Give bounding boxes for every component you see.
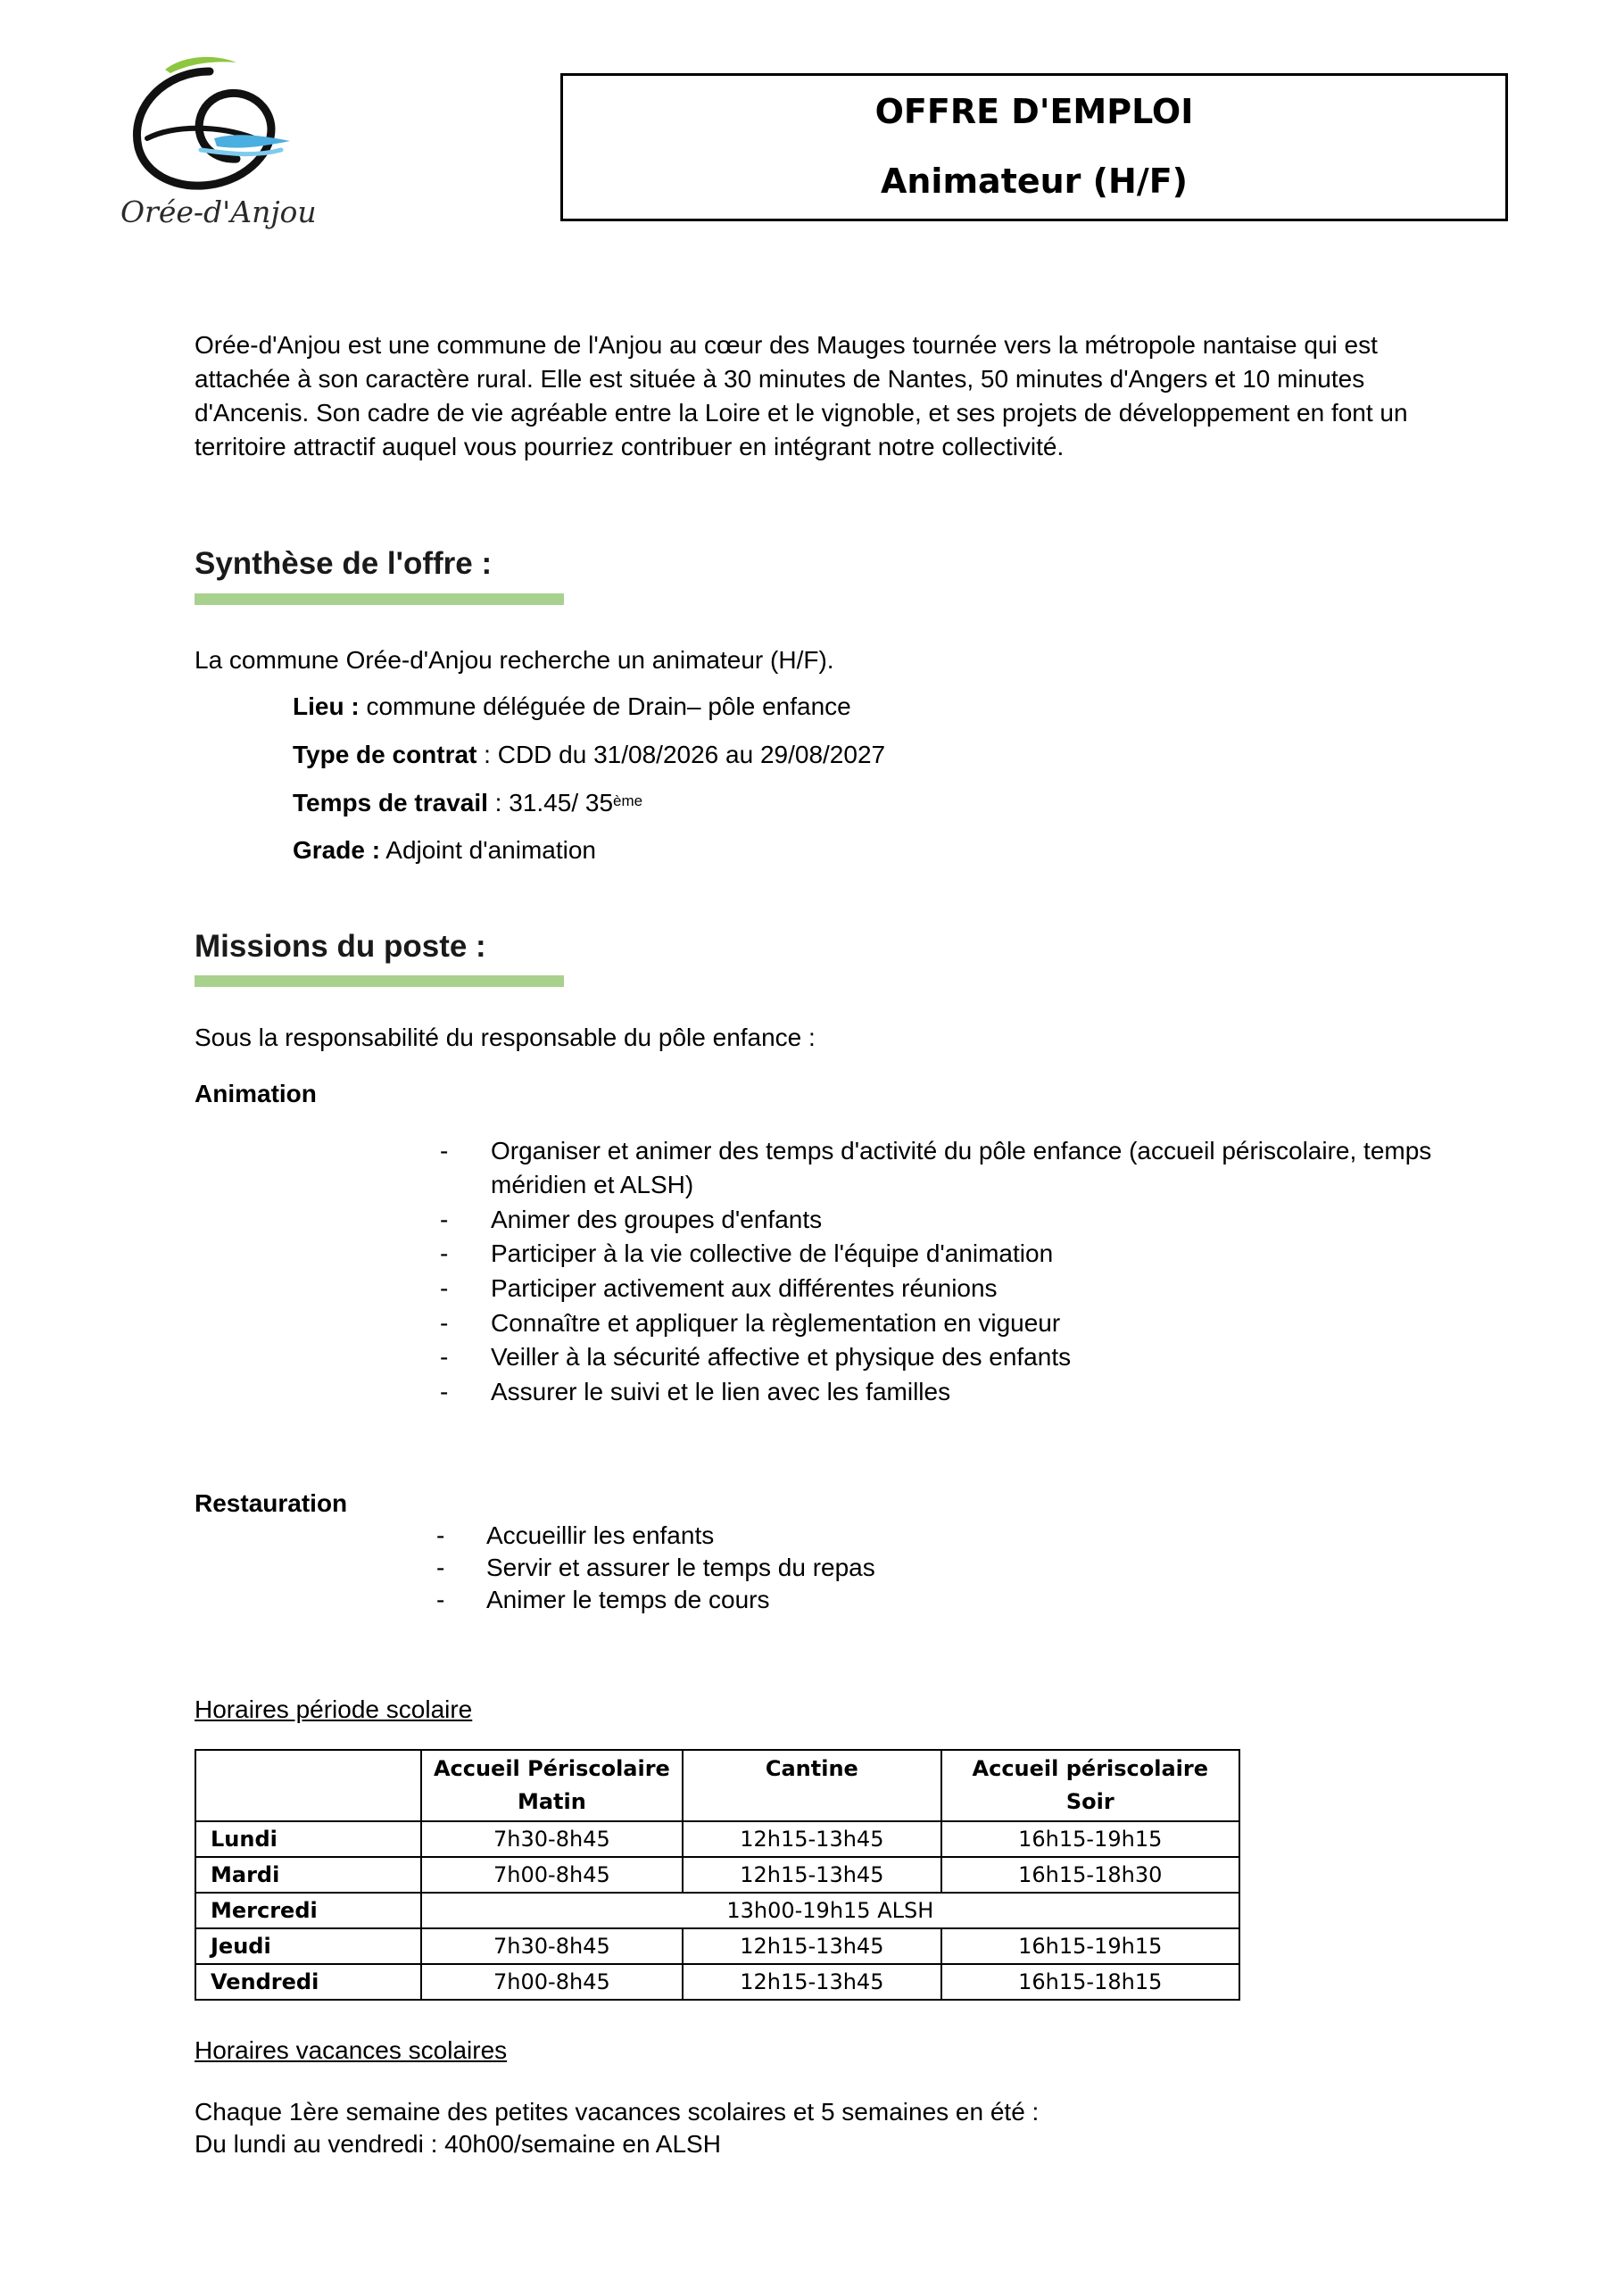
- soir-cell: 16h15-18h15: [941, 1964, 1239, 2000]
- logo: [112, 54, 317, 245]
- bullet-dash: -: [440, 1343, 449, 1371]
- bullet-dash: -: [440, 1239, 449, 1267]
- page-title: OFFRE D'EMPLOI: [874, 92, 1194, 131]
- matin-cell: 7h00-8h45: [421, 1857, 684, 1893]
- bullet-dash: -: [440, 1309, 449, 1337]
- cantine-cell: 12h15-13h45: [683, 1821, 940, 1857]
- synthese-underline: [195, 593, 564, 605]
- table-row: [195, 1964, 1239, 2000]
- missions-lead: Sous la responsabilité du responsable du pôle enfance :: [195, 1024, 816, 1051]
- list-item: Assurer le suivi et le lien avec les familles: [491, 1378, 951, 1405]
- table-header-empty: [195, 1750, 421, 1821]
- list-item: Connaître et appliquer la règlementation en vigueur: [491, 1309, 1061, 1337]
- grade-line: [293, 833, 596, 867]
- bullet-dash: -: [436, 1554, 445, 1581]
- vacances-line-1: Chaque 1ère semaine des petites vacances scolaires et 5 semaines en été :: [195, 2098, 1040, 2126]
- table-row: [195, 1857, 1239, 1893]
- synthese-lead: La commune Orée-d'Anjou recherche un animateur (H/F).: [195, 646, 834, 674]
- intro-paragraph: [195, 328, 1551, 464]
- bullet-dash: -: [436, 1521, 445, 1549]
- bullet-dash: -: [440, 1378, 449, 1405]
- lieu-value: commune déléguée de Drain– pôle enfance: [359, 692, 851, 720]
- lieu-label: Lieu :: [293, 692, 360, 720]
- lieu-line: [293, 690, 851, 724]
- header-text: Soir: [1065, 1789, 1114, 1814]
- list-item: Animer des groupes d'enfants: [491, 1206, 823, 1233]
- day-cell: Vendredi: [195, 1964, 421, 2000]
- hours-table: [195, 1749, 1240, 2001]
- table-header-row: [195, 1750, 1239, 1821]
- missions-heading: Missions du poste :: [195, 929, 486, 964]
- title-box: [560, 73, 1508, 221]
- list-item: Animer le temps de cours: [486, 1586, 770, 1613]
- intro-line: attachée à son caractère rural. Elle est située à 30 minutes de Nantes, 50 minutes d'Angers et 10 minutes: [195, 365, 1365, 393]
- soir-cell: 16h15-19h15: [941, 1821, 1239, 1857]
- horaires-vacances-heading: Horaires vacances scolaires: [195, 2036, 508, 2064]
- animation-title: Animation: [195, 1080, 317, 1107]
- intro-line: territoire attractif auquel vous pourriez contribuer en intégrant notre collectivité.: [195, 433, 1065, 460]
- logo-text: Orée-d'Anjou: [120, 195, 317, 229]
- vacances-line-2: Du lundi au vendredi : 40h00/semaine en ALSH: [195, 2130, 721, 2158]
- cantine-cell: 12h15-13h45: [683, 1857, 940, 1893]
- list-item: Organiser et animer des temps d'activité du pôle enfance (accueil périscolaire, temps: [491, 1137, 1432, 1165]
- day-cell: Mardi: [195, 1857, 421, 1893]
- table-row: [195, 1821, 1239, 1857]
- day-cell: Mercredi: [195, 1893, 421, 1928]
- synthese-heading: Synthèse de l'offre :: [195, 546, 493, 581]
- grade-label: Grade :: [293, 836, 381, 864]
- bullet-dash: -: [440, 1206, 449, 1233]
- matin-cell: 7h30-8h45: [421, 1928, 684, 1964]
- horaires-scolaire-heading: Horaires période scolaire: [195, 1695, 473, 1723]
- list-item: Participer à la vie collective de l'équipe d'animation: [491, 1239, 1054, 1267]
- temps-value: : 31.45/ 35: [487, 789, 614, 816]
- logo-emblem-icon: [112, 54, 312, 205]
- soir-cell: 16h15-19h15: [941, 1928, 1239, 1964]
- list-item: Veiller à la sécurité affective et physique des enfants: [491, 1343, 1072, 1371]
- cantine-cell: 12h15-13h45: [683, 1964, 940, 2000]
- table-header-matin: [421, 1750, 684, 1821]
- page-subtitle: Animateur (H/F): [880, 162, 1189, 201]
- cantine-cell: 12h15-13h45: [683, 1928, 940, 1964]
- header-text: Matin: [517, 1789, 586, 1814]
- temps-label: Temps de travail: [293, 789, 488, 816]
- header-text: Accueil Périscolaire: [433, 1756, 670, 1781]
- temps-line: [293, 786, 642, 820]
- header-text: Accueil périscolaire: [972, 1756, 1209, 1781]
- grade-value: Adjoint d'animation: [380, 836, 596, 864]
- contrat-label: Type de contrat: [293, 741, 477, 768]
- table-row: [195, 1893, 1239, 1928]
- merged-cell: 13h00-19h15 ALSH: [421, 1893, 1239, 1928]
- missions-underline: [195, 975, 564, 987]
- intro-line: Orée-d'Anjou est une commune de l'Anjou au cœur des Mauges tournée vers la métropole nantaise qui est: [195, 331, 1378, 359]
- restauration-title: Restauration: [195, 1489, 348, 1517]
- table-row: [195, 1928, 1239, 1964]
- bullet-dash: -: [440, 1274, 449, 1302]
- contrat-value: : CDD du 31/08/2026 au 29/08/2027: [476, 741, 886, 768]
- soir-cell: 16h15-18h30: [941, 1857, 1239, 1893]
- header-text: Cantine: [765, 1756, 858, 1781]
- list-item: Participer activement aux différentes réunions: [491, 1274, 998, 1302]
- bullet-dash: -: [440, 1137, 449, 1165]
- list-item: Accueillir les enfants: [486, 1521, 715, 1549]
- matin-cell: 7h30-8h45: [421, 1821, 684, 1857]
- table-header-soir: [941, 1750, 1239, 1821]
- day-cell: Jeudi: [195, 1928, 421, 1964]
- list-item: Servir et assurer le temps du repas: [486, 1554, 875, 1581]
- bullet-dash: -: [436, 1586, 445, 1613]
- matin-cell: 7h00-8h45: [421, 1964, 684, 2000]
- temps-sup: ème: [613, 792, 643, 809]
- day-cell: Lundi: [195, 1821, 421, 1857]
- contrat-line: [293, 738, 885, 772]
- list-item: méridien et ALSH): [491, 1171, 694, 1198]
- table-header-cantine: [683, 1750, 940, 1821]
- intro-line: d'Ancenis. Son cadre de vie agréable entre la Loire et le vignoble, et ses projets de développement en font un: [195, 399, 1408, 427]
